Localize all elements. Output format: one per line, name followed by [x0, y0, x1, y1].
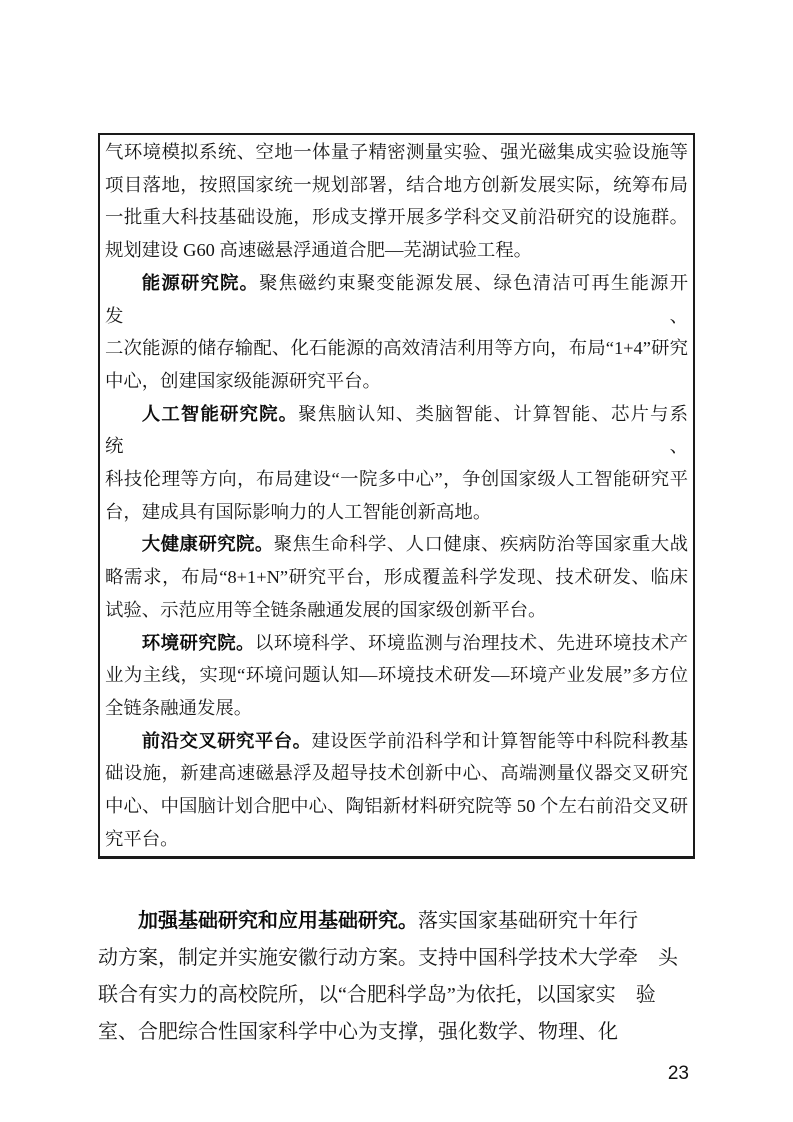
paragraph	[105, 528, 688, 626]
text-line: 试验、示范应用等全链条融通发展的国家级创新平台。	[105, 599, 547, 620]
text-line: 中心、中国脑计划合肥中心、陶铝新材料研究院等 50 个左右前沿交叉研	[105, 796, 688, 817]
text-line: 项目落地，按照国家统一规划部署，结合地方创新发展实际，统筹布局	[105, 174, 688, 195]
text-line: 联合有实力的高校院所，以“合肥科学岛”为依托，以国家实 验	[98, 984, 656, 1007]
text-line: 动方案，制定并实施安徽行动方案。支持中国科学技术大学牵 头	[98, 947, 678, 970]
paragraph-lead: 加强基础研究和应用基础研究。	[138, 910, 418, 933]
text-line: 科技伦理等方向，布局建设“一院多中心”，争创国家级人工智能研究平	[105, 469, 688, 490]
page-number: 23	[667, 1063, 689, 1085]
text-line: 业为主线，实现“环境问题认知—环境技术研发—环境产业发展”多方位	[105, 665, 688, 686]
paragraph-lead: 前沿交叉研究平台。	[141, 730, 312, 751]
page-content	[98, 133, 695, 1085]
paragraph	[105, 398, 688, 529]
text-line: 环境研究院。以环境科学、环境监测与治理技术、先进环境技术产	[141, 632, 688, 653]
text-line: 略需求，布局“8+1+N”研究平台，形成覆盖科学发现、技术研发、临床	[105, 567, 688, 588]
paragraph	[105, 725, 688, 856]
paragraph-lead: 大健康研究院。	[141, 534, 274, 555]
text-line: 中心，创建国家级能源研究平台。	[105, 370, 381, 391]
text-line: 规划建设 G60 高速磁悬浮通道合肥—芜湖试验工程。	[105, 240, 533, 261]
paragraph-lead: 能源研究院。	[141, 272, 260, 293]
text-line: 一批重大科技基础设施，形成支撑开展多学科交叉前沿研究的设施群。	[105, 207, 688, 228]
paragraph	[105, 267, 688, 398]
paragraph	[105, 627, 688, 725]
paragraph	[105, 136, 688, 267]
text-line: 二次能源的储存输配、化石能源的高效清洁利用等方向，布局“1+4”研究	[105, 338, 688, 359]
text-line: 大健康研究院。聚焦生命科学、人口健康、疾病防治等国家重大战	[141, 534, 688, 555]
text-line: 础设施，新建高速磁悬浮及超导技术创新中心、高端测量仪器交叉研究	[105, 763, 688, 784]
text-line: 台，建成具有国际影响力的人工智能创新高地。	[105, 501, 492, 522]
text-line: 全链条融通发展。	[105, 697, 253, 718]
paragraph-lead: 环境研究院。	[141, 632, 255, 653]
text-line: 室、合肥综合性国家科学中心为支撑，强化数学、物理、化	[98, 1021, 618, 1044]
text-line: 前沿交叉研究平台。建设医学前沿科学和计算智能等中科院科教基	[141, 730, 688, 751]
text-line: 气环境模拟系统、空地一体量子精密测量实验、强光磁集成实验设施等	[105, 142, 688, 162]
text-line: 人工智能研究院。聚焦脑认知、类脑智能、计算智能、芯片与系统、	[105, 403, 688, 457]
text-line: 加强基础研究和应用基础研究。落实国家基础研究十年行	[138, 910, 638, 933]
text-line: 究平台。	[105, 828, 179, 849]
paragraph-lead: 人工智能研究院。	[141, 403, 299, 424]
text-line: 能源研究院。聚焦磁约束聚变能源发展、绿色清洁可再生能源开发、	[105, 272, 688, 326]
research-institutes-box	[98, 133, 695, 859]
basic-research-section	[98, 903, 695, 1051]
paragraph	[98, 903, 695, 1051]
